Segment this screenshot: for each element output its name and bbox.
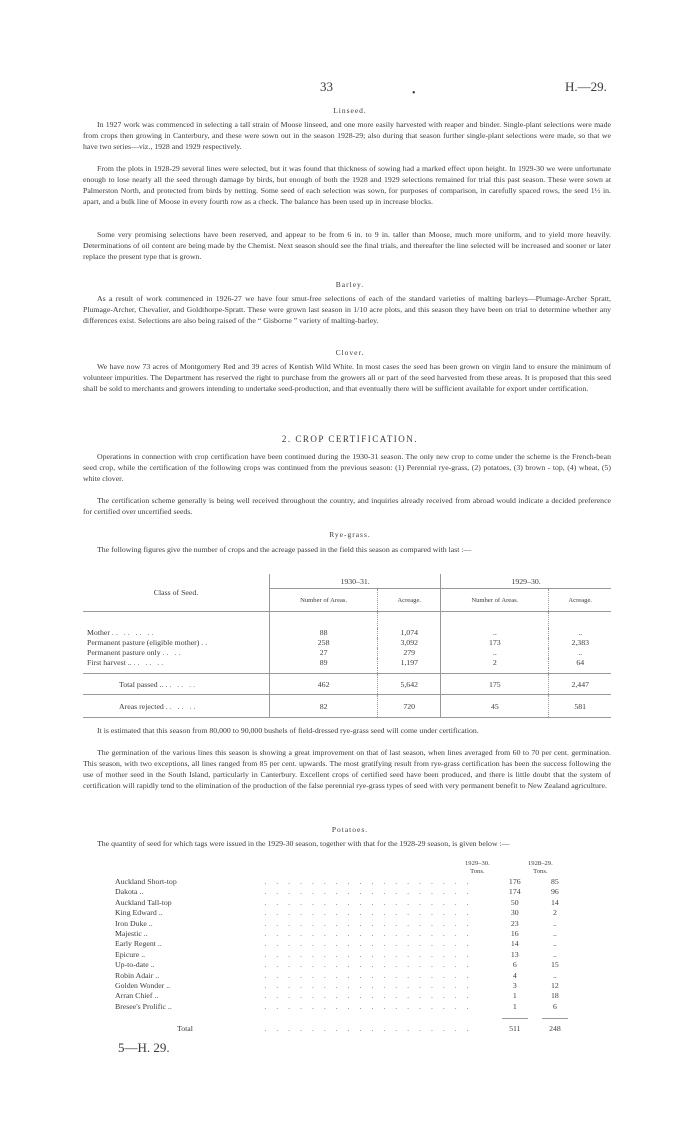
tons-1928-29: 6 xyxy=(552,1001,557,1011)
total-areas-1930: 462 xyxy=(270,674,378,695)
tons-1929-30: 1 xyxy=(512,1001,517,1011)
table-row xyxy=(115,939,575,949)
table-row xyxy=(83,628,611,638)
variety-name: King Edward .. xyxy=(115,908,163,918)
cell-acreage-1930: 1,074 xyxy=(378,628,441,638)
tons-1928-29: 14 xyxy=(551,897,559,907)
col-year: 1928–29. xyxy=(528,860,553,867)
tons-1929-30: 176 xyxy=(508,877,521,886)
table-row xyxy=(115,929,575,939)
potato-col-header-1929-30 xyxy=(465,860,490,876)
section-heading-potatoes: Potatoes. xyxy=(331,825,369,834)
col-unit: Tons. xyxy=(533,868,548,875)
tons-1929-30: 30 xyxy=(510,908,519,918)
leader-dots: . . . . . . . . . . . . . . . . . . xyxy=(264,887,473,897)
tons-1929-30: 14 xyxy=(510,939,519,949)
rejected-label: Areas rejected .. .. .. xyxy=(83,695,270,718)
linseed-paragraph-3: Some very promising selections have been reserved, and appear to be from 6 in. to 9 in. taller than Moose, much more uniform, and to yield more heavily. Determinations of oil content are being made by the Chemist. Next season should see the final trials, and thereafter the line selected will be increased and sooner or later replace the present type that is grown. xyxy=(83,230,611,261)
tons-1929-30: 23 xyxy=(510,918,519,928)
ryegrass-paragraph-1: It is estimated that this season from 80,000 to 90,000 bushels of field-dressed rye-grass seed will come under certification. xyxy=(97,726,479,735)
leader-dots: . . . . . . . . . . . . . . . . . . xyxy=(264,877,473,886)
cell-areas-1929: .. xyxy=(441,628,549,638)
leader-dots: . . . . . . . . . . . . . . . . . . xyxy=(264,991,473,1001)
linseed-paragraph-1: In 1927 work was commenced in selecting a tall strain of Moose linseed, and one more easily harvested with reaper and binder. Single-plant selections were made from crops then growing in Canterbury, and these were sown out in the season 1928-29; also during that season further single-plant selections were made, so that we have two series—viz., 1928 and 1929 respectively. xyxy=(83,120,611,151)
variety-name: Arran Chief .. xyxy=(115,991,159,1001)
cell-areas-1930: 89 xyxy=(270,658,378,668)
cell-areas-1930: 88 xyxy=(270,628,378,638)
row-label: First harvest .. .. .. .. xyxy=(87,657,166,667)
total-areas-1929: 175 xyxy=(441,674,549,695)
leader-dots: . . . . . . . . . . . . . . . . . . xyxy=(264,918,473,928)
crop-cert-paragraph-1: Operations in connection with crop certification have been continued during the 1930-31 season. The only new crop to come under the scheme is the French-bean seed crop, while the certification of the following crops was continued from the previous season: (1) Perennial rye-grass, (2) potatoes, (3) brown - top, (4) wheat, (5) white clover. xyxy=(83,452,611,483)
cell-acreage-1930: 1,197 xyxy=(378,658,441,668)
number-of-areas-header: Number of Areas. xyxy=(270,589,378,612)
total-rule xyxy=(115,1012,575,1022)
tons-1928-29: 85 xyxy=(551,877,559,886)
tons-1929-30: 4 xyxy=(512,970,517,980)
leader-dots: . . . . . . . . . . . . . . . . . . xyxy=(264,970,473,980)
col-unit: Tons. xyxy=(470,868,485,875)
total-tons-1929-30: 511 xyxy=(509,1024,521,1034)
acreage-header: Acreage. xyxy=(378,589,441,612)
section-heading-crop-certification: 2. CROP CERTIFICATION. xyxy=(281,434,419,444)
variety-name: Bresee's Prolific .. xyxy=(115,1001,172,1011)
cell-areas-1929: .. xyxy=(441,648,549,658)
total-acreage-1929: 2,447 xyxy=(549,674,611,695)
season-header-1929-30: 1929–30. xyxy=(441,574,611,589)
rejected-areas-1930: 82 xyxy=(270,695,378,718)
section-heading-barley: Barley. xyxy=(335,280,365,289)
leader-dots: . . . . . . . . . . . . . . . . . . xyxy=(264,897,473,907)
cell-areas-1929: 2 xyxy=(441,658,549,668)
row-label: Mother .. .. .. .. xyxy=(87,627,156,637)
tons-1929-30: 174 xyxy=(508,887,521,897)
table-row xyxy=(115,898,575,908)
cell-acreage-1929: 2,383 xyxy=(549,638,611,648)
rejected-acreage-1929: 581 xyxy=(549,695,611,718)
tons-1928-29: 15 xyxy=(551,960,559,970)
section-heading-linseed: Linseed. xyxy=(333,106,367,115)
variety-name: Epicure .. xyxy=(115,949,146,959)
row-label: Permanent pasture only .. .. xyxy=(87,647,183,657)
table-row xyxy=(115,991,575,1001)
cell-acreage-1930: 279 xyxy=(378,648,441,658)
tons-1929-30: 3 xyxy=(512,981,517,991)
tons-1928-29: 18 xyxy=(551,991,559,1001)
variety-name: Majestic .. xyxy=(115,929,148,939)
variety-name: Auckland Short-top xyxy=(115,877,177,886)
ryegrass-table xyxy=(83,574,611,718)
table-row xyxy=(115,887,575,897)
acreage-header: Acreage. xyxy=(549,589,611,612)
leader-dots: . . . . . . . . . . . . . . . . . . xyxy=(264,929,473,939)
variety-name: Up-to-date .. xyxy=(115,960,155,970)
tons-1928-29: .. xyxy=(552,929,557,939)
table-rejected-row xyxy=(83,695,611,718)
table-row xyxy=(115,971,575,981)
clover-paragraph: We have now 73 acres of Montgomery Red and 39 acres of Kentish Wild White. In most cases the seed has been grown on virgin land to ensure the minimum of volunteer impurities. The Department has reserved the right to purchase from the growers all or part of the seed harvested from these areas. It is proposed that this seed shall be sold to merchants and growers intending to undertake seed-production, and that eventually there will be sufficient available for export under certification. xyxy=(83,362,611,393)
table-row xyxy=(83,648,611,658)
variety-name: Iron Duke .. xyxy=(115,918,153,928)
table-row xyxy=(83,658,611,668)
table-row xyxy=(115,960,575,970)
page-dot: • xyxy=(412,88,416,99)
variety-name: Robin Adair .. xyxy=(115,970,160,980)
total-acreage-1930: 5,642 xyxy=(378,674,441,695)
potato-table xyxy=(115,877,575,1037)
total-label: Total xyxy=(177,1024,193,1034)
total-label: Total passed .. .. .. .. xyxy=(83,674,270,695)
cell-areas-1930: 258 xyxy=(270,638,378,648)
table-row xyxy=(115,981,575,991)
tons-1929-30: 13 xyxy=(510,949,519,959)
leader-dots: . . . . . . . . . . . . . . . . . . xyxy=(264,981,473,991)
cell-acreage-1930: 3,092 xyxy=(378,638,441,648)
tons-1928-29: .. xyxy=(552,970,557,980)
leader-dots: . . . . . . . . . . . . . . . . . . xyxy=(264,1001,473,1011)
col-year: 1929–30. xyxy=(465,860,490,867)
tons-1928-29: 12 xyxy=(551,981,559,991)
cell-areas-1930: 27 xyxy=(270,648,378,658)
tons-1928-29: .. xyxy=(552,918,557,928)
cell-areas-1929: 173 xyxy=(441,638,549,648)
variety-name: Auckland Tall-top xyxy=(115,897,172,907)
season-header-1930-31: 1930–31. xyxy=(270,574,441,589)
rejected-areas-1929: 45 xyxy=(441,695,549,718)
tons-1929-30: 6 xyxy=(512,960,517,970)
row-label: Permanent pasture (eligible mother) .. xyxy=(87,637,210,647)
leader-dots: . . . . . . . . . . . . . . . . . . xyxy=(264,939,473,949)
ryegrass-intro: The following figures give the number of crops and the acreage passed in the field this season as compared with last :— xyxy=(97,545,472,554)
cell-acreage-1929: .. xyxy=(549,628,611,638)
ryegrass-paragraph-2: The germination of the various lines this season is showing a great improvement on that of last season, when lines averaged from 60 to 70 per cent. germination. This season, with two exceptions, all lines ranged from 85 per cent. upwards. The most gratifying result from rye-grass certification has been the success following the use of mother seed in the South Island, particularly in Canterbury. Excellent crops of certified seed have been produced, and there is little doubt that the system of certification will rapidly tend to the elimination of the production of the false perennial rye-grass types of seed with very permanent benefit to New Zealand agriculture. xyxy=(83,748,611,790)
page-signature: 5—H. 29. xyxy=(118,1040,170,1055)
tons-1929-30: 16 xyxy=(510,929,519,939)
tons-1928-29: .. xyxy=(552,949,557,959)
tons-1928-29: 2 xyxy=(552,908,557,918)
potato-col-header-1928-29 xyxy=(528,860,553,876)
table-row xyxy=(115,950,575,960)
variety-name: Golden Wonder .. xyxy=(115,981,171,991)
table-total-row xyxy=(83,674,611,695)
leader-dots: . . . . . . . . . . . . . . . . . . xyxy=(264,908,473,918)
table-row xyxy=(115,908,575,918)
tons-1929-30: 1 xyxy=(512,991,517,1001)
variety-name: Early Regent .. xyxy=(115,939,162,949)
crop-cert-paragraph-2: The certification scheme generally is being well received throughout the country, and inquiries already received from abroad would indicate a decided preference for certified over uncertified seeds. xyxy=(83,496,611,516)
section-heading-clover: Clover. xyxy=(335,348,365,357)
tons-1929-30: 50 xyxy=(510,897,519,907)
leader-dots: . . . . . . . . . . . . . . . . . . xyxy=(264,1024,473,1034)
table-row xyxy=(83,638,611,648)
cell-acreage-1929: .. xyxy=(549,648,611,658)
potatoes-intro: The quantity of seed for which tags were issued in the 1929-30 season, together with that for the 1928-29 season, is given below :— xyxy=(97,839,510,848)
report-reference: H.—29. xyxy=(565,79,607,94)
barley-paragraph: As a result of work commenced in 1926-27 we have four smut-free selections of each of the standard varieties of malting barleys—Plumage-Archer Spratt, Plumage-Archer, Chevalier, and Goldthorpe-Spratt. These were grown last season in 1/10 acre plots, and this season they have been on trial to determine whether any differences exist. Selections are also being raised of the “ Gisborne ” variety of malting-barley. xyxy=(83,294,611,325)
table-row xyxy=(115,919,575,929)
section-heading-ryegrass: Rye-grass. xyxy=(329,530,371,539)
table-row xyxy=(115,877,575,887)
table-total-row xyxy=(115,1023,575,1037)
variety-name: Dakota .. xyxy=(115,887,144,897)
class-of-seed-header: Class of Seed. xyxy=(83,574,270,612)
cell-acreage-1929: 64 xyxy=(549,658,611,668)
number-of-areas-header: Number of Areas. xyxy=(441,589,549,612)
rejected-acreage-1930: 720 xyxy=(378,695,441,718)
total-tons-1928-29: 248 xyxy=(549,1024,561,1034)
linseed-paragraph-2: From the plots in 1928-29 several lines were selected, but it was found that thickness of sowing had a marked effect upon height. In 1929-30 we were unfortunate enough to lose nearly all the seed through damage by birds, but enough of both the 1928 and 1929 selections remained for trial this past season. These were sown at Palmerston North, and protected from birds by netting. Some seed of each selection was sown, for purposes of comparison, in carefully spaced rows, the seed 1½ in. apart, and a bulk line of Moose in every fourth row as a check. The balance has been used up in increase blocks. xyxy=(83,164,611,206)
table-row xyxy=(115,1002,575,1012)
tons-1928-29: 96 xyxy=(551,887,559,897)
leader-dots: . . . . . . . . . . . . . . . . . . xyxy=(264,960,473,970)
tons-1928-29: .. xyxy=(552,939,557,949)
page-number: 33 xyxy=(320,79,333,94)
leader-dots: . . . . . . . . . . . . . . . . . . xyxy=(264,949,473,959)
